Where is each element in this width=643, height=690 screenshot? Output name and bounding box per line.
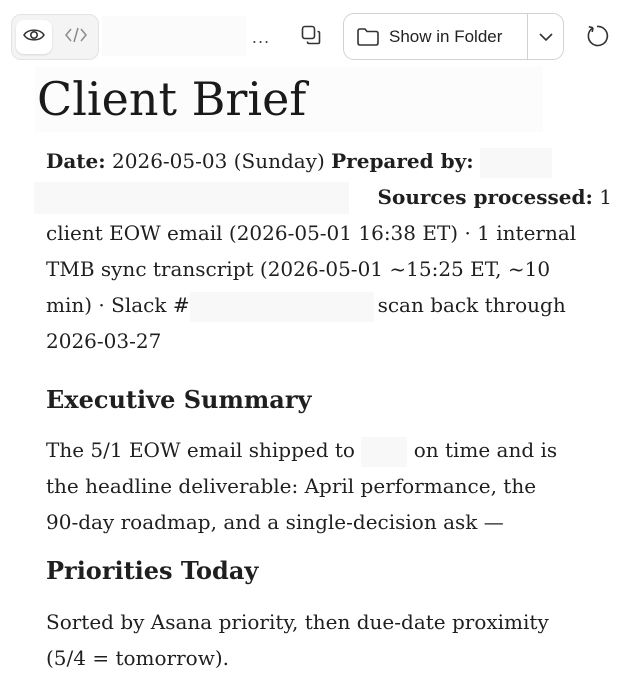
sources-line-5: 2026-03-27 [46, 329, 162, 353]
sources-line-2: client EOW email (2026-05-01 16:38 ET) · 1 internal [46, 221, 577, 245]
toolbar [0, 0, 643, 72]
executive-summary-body [46, 432, 612, 540]
code-toggle-button[interactable] [58, 20, 94, 54]
summary-line-1-suffix: on time and is [413, 438, 558, 462]
file-path-redacted [102, 16, 246, 56]
copy-icon [300, 24, 322, 50]
eye-icon [23, 27, 45, 47]
summary-line-1-prefix: The 5/1 EOW email shipped to [46, 438, 355, 462]
more-options-button[interactable]: ... [251, 27, 271, 47]
folder-icon [356, 27, 380, 47]
prepared-by-name-redacted [34, 182, 349, 214]
sources-count: 1 [599, 185, 612, 209]
meta-line-1 [46, 143, 612, 179]
priorities-today-heading: Priorities Today [46, 556, 259, 585]
sources-slack-suffix: scan back through [377, 293, 566, 317]
priorities-line-1: Sorted by Asana priority, then due-date proximity [46, 610, 549, 634]
prepared-by-redacted [480, 148, 552, 178]
preview-toggle-button[interactable] [16, 20, 52, 54]
document-title: Client Brief [35, 66, 543, 132]
sources-processed-label: Sources processed: [377, 185, 593, 209]
slack-channel-redacted [190, 292, 374, 322]
show-in-folder-dropdown-button[interactable] [528, 14, 563, 59]
refresh-icon [584, 23, 610, 53]
summary-line-2: the headline deliverable: April performance, the [46, 474, 537, 498]
date-label: Date: [46, 149, 106, 173]
show-in-folder-split-button [343, 13, 564, 60]
show-in-folder-label: Show in Folder [389, 26, 503, 46]
code-brackets-icon [64, 26, 88, 48]
priorities-line-2: (5/4 = tomorrow). [46, 646, 229, 670]
refresh-button[interactable] [580, 21, 614, 55]
sources-slack-prefix: min) · Slack # [46, 293, 190, 317]
summary-line-3: 90-day roadmap, and a single-decision ask — [46, 510, 504, 534]
view-toggle-group [11, 14, 99, 60]
sources-line-3: TMB sync transcript (2026-05-01 ~15:25 ET, ~10 [46, 257, 551, 281]
prepared-by-label: Prepared by: [331, 149, 474, 173]
sources-line-4 [46, 287, 612, 323]
priorities-body [46, 604, 612, 676]
executive-summary-heading: Executive Summary [46, 385, 312, 414]
show-in-folder-button[interactable] [344, 14, 527, 59]
date-value: 2026-05-03 (Sunday) [112, 149, 325, 173]
meta-line-2 [46, 179, 612, 215]
chevron-down-icon [538, 27, 554, 46]
client-name-redacted [361, 437, 407, 467]
copy-button[interactable] [296, 22, 326, 52]
summary-line-1 [46, 432, 612, 468]
document-metadata [46, 143, 612, 359]
